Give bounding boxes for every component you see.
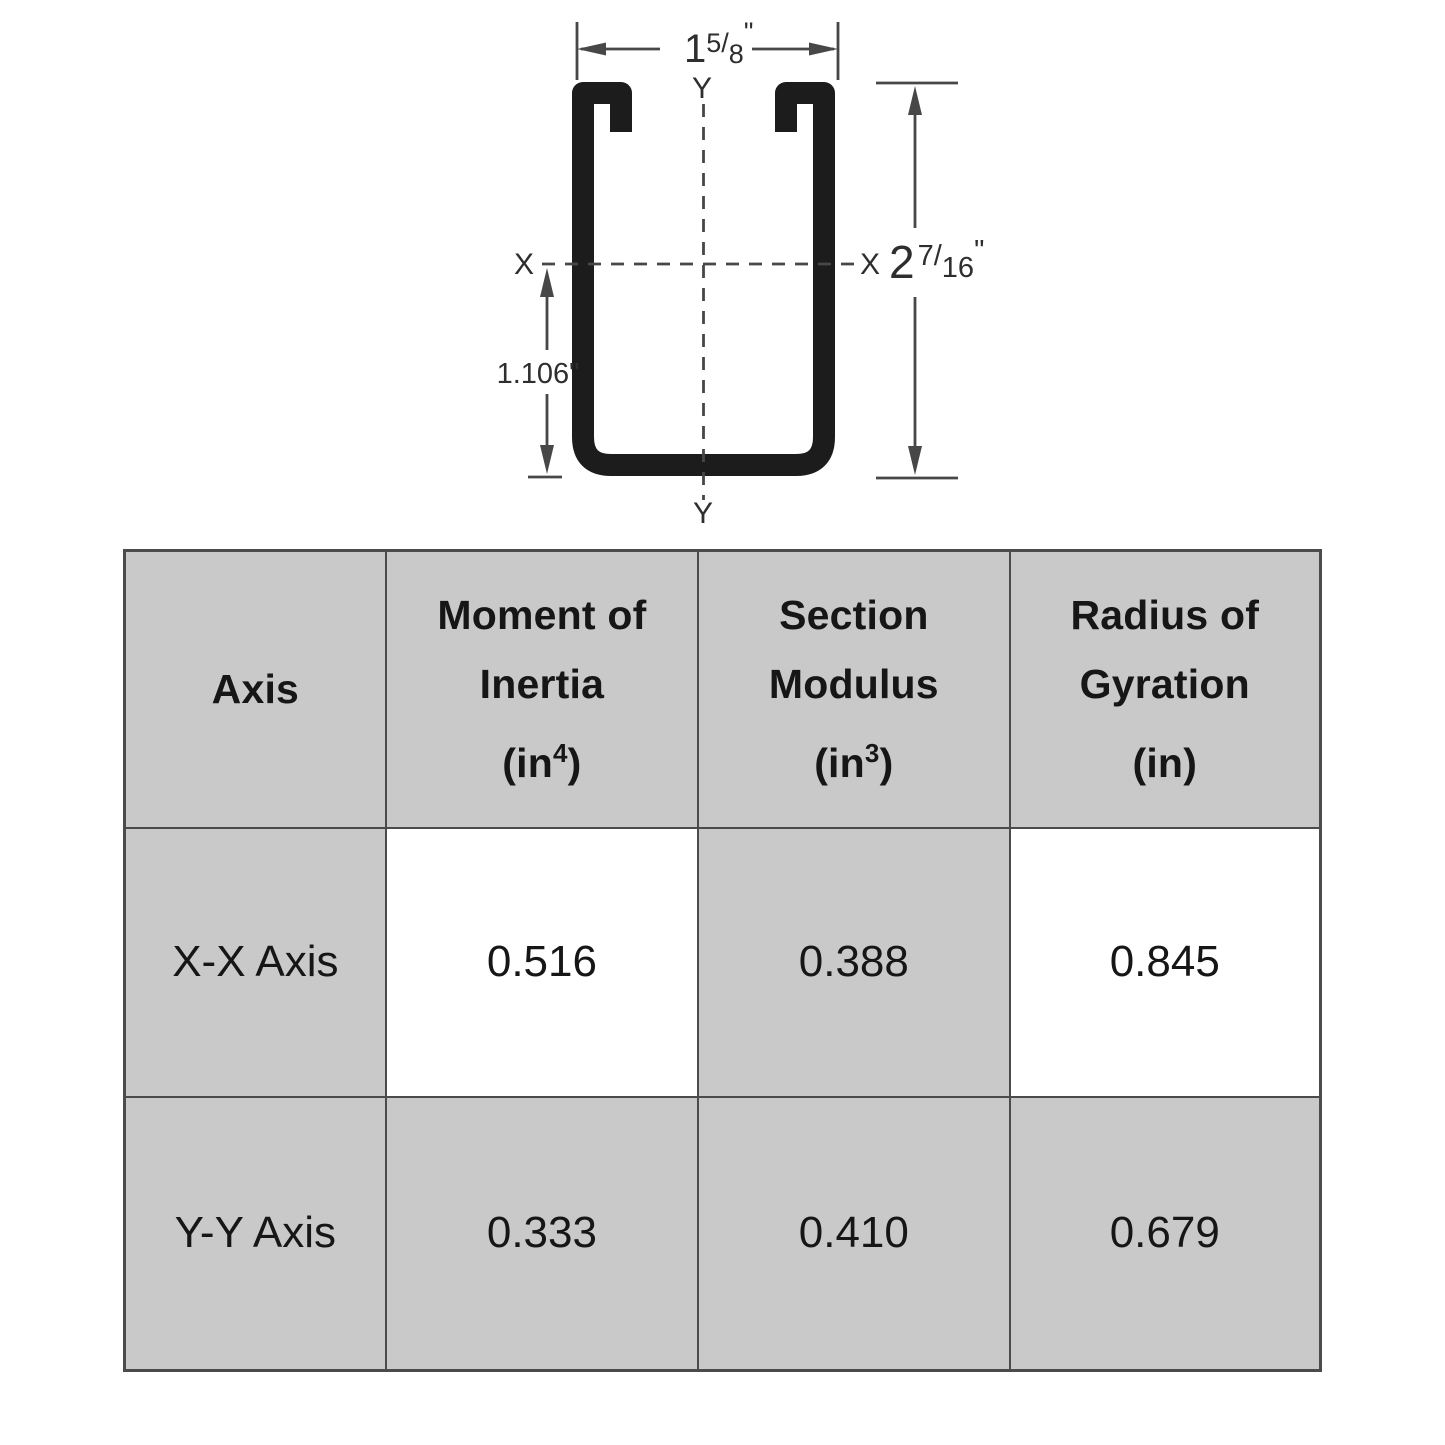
x-axis-label-right: X: [859, 248, 881, 281]
header-unit: [1132, 719, 1197, 798]
row-yy-radius-of-gyration: 0.679: [1011, 1098, 1319, 1369]
header-label-line1: Section: [779, 591, 929, 638]
header-cell-axis: [126, 552, 387, 829]
header-label: Axis: [211, 665, 300, 712]
header-cell-section-modulus: [699, 552, 1010, 829]
header-label-line2: Gyration: [1079, 660, 1250, 707]
width-arrow-right: [809, 43, 838, 56]
height-dimension: [876, 83, 984, 478]
unit-exponent: 3: [864, 737, 880, 768]
header-label-line1: Moment of: [437, 591, 647, 638]
unit-exponent: 4: [552, 737, 568, 768]
header-label-line2: Modulus: [768, 660, 939, 707]
row-yy-section-modulus: 0.410: [699, 1098, 1010, 1369]
header-unit: [502, 719, 581, 798]
row-xx-axis-label: X-X Axis: [126, 829, 387, 1098]
y-axis-label-top: Y: [691, 72, 713, 105]
row-xx-radius-of-gyration: 0.845: [1011, 829, 1319, 1098]
x-axis-label-left: X: [513, 248, 535, 281]
unit-close: ): [567, 739, 582, 786]
row-xx-section-modulus: 0.388: [699, 829, 1010, 1098]
height-arrow-down: [908, 446, 922, 475]
row-xx-moment-of-inertia: 0.516: [387, 829, 699, 1098]
header-label-line1: Radius of: [1070, 591, 1260, 638]
header-label-line2: Inertia: [479, 660, 605, 707]
unit-open: (in: [1132, 739, 1184, 786]
offset-arrow-up: [540, 268, 554, 297]
header-cell-moment-of-inertia: [387, 552, 699, 829]
cross-section-diagram: [0, 0, 1445, 545]
header-unit: [814, 719, 893, 798]
width-dimension: [577, 17, 838, 80]
y-axis-label-bottom: Y: [692, 497, 714, 530]
row-yy-axis-label: Y-Y Axis: [126, 1098, 387, 1369]
unit-open: (in: [502, 739, 553, 786]
section-properties-table: [123, 549, 1322, 1372]
width-arrow-left: [577, 43, 606, 56]
offset-dim-label: 1.106": [496, 358, 580, 390]
height-dim-label: 2 $^7/_{16}^"$: [889, 235, 985, 288]
offset-arrow-down: [540, 445, 554, 474]
row-yy-moment-of-inertia: 0.333: [387, 1098, 699, 1369]
unit-open: (in: [814, 739, 865, 786]
height-arrow-up: [908, 86, 922, 115]
width-dim-label: $1^5/_8^"$: [684, 17, 754, 71]
header-cell-radius-of-gyration: [1011, 552, 1319, 829]
unit-close: ): [1183, 739, 1198, 786]
centroid-offset-dimension: [497, 268, 580, 477]
unit-close: ): [879, 739, 894, 786]
